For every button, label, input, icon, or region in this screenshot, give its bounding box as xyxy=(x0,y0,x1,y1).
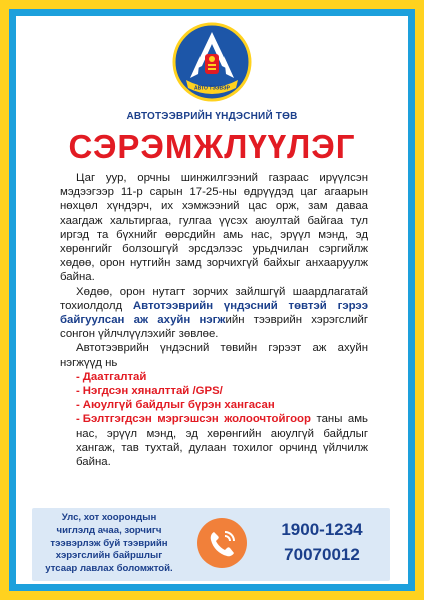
phone-number-secondary[interactable]: 70070012 xyxy=(284,545,360,564)
paragraph-weather-warning: Цаг уур, орчны шинжилгээний газраас ирүүлсэн мэдээгээр 11-р сарын 17-25-ны өдрүүдэд цаг агаарын нөхцөл хүндэрч, их хэмжээний цас орж, зам даваа хаагдаж хальтиргаа, гулгаа үүсэх аюултай байгаа тул иргэд та бүхнийг өөрсдийн амь нас, эрүүл мэнд, эд хөрөнгийг болзошгүй эрсдэлээс урьдчилан сэргийлж хөдөө, орон нутгийн замд зорчихгүй байхыг анхааруулж байна. xyxy=(60,172,368,284)
paragraph-recommendation-end: ийн тээврийн хэрэгслийг сонгон үйлчлүүлэхийг зөвлөе. xyxy=(60,314,368,341)
phone-number-primary[interactable]: 1900-1234 xyxy=(281,520,363,539)
page-title: СЭРЭМЖЛҮҮЛЭГ xyxy=(68,128,356,165)
list-item: - Аюулгүй байдлыг бүрэн хангасан xyxy=(76,399,275,412)
list-item-last-with-closing: - Бэлтгэгдсэн мэргэшсэн жолоочтойгоор таны амь нас, эрүүл мэнд, эд хөрөнгийн аюулгүй байдлыг хангаж, тав тухтай, дулаан тохилог орчинд үйлчилж байна. xyxy=(76,413,368,469)
closing-text: таны амь нас, эрүүл мэнд, эд хөрөнгийн аюулгүй байдлыг хангаж, тав тухтай, дулаан тохилог орчинд үйлчилж байна. xyxy=(76,413,368,469)
benefits-list xyxy=(60,370,368,469)
logo-ribbon-text: АВТО ТЭЭВЭР xyxy=(194,85,230,92)
list-item: - Даатгалтай xyxy=(76,370,147,383)
notice-body xyxy=(60,171,368,469)
list-item: - Нэгдсэн хяналттай /GPS/ xyxy=(76,385,223,398)
soyombo-emblem-icon xyxy=(172,22,252,102)
contact-info-text: Улс, хот хоорондын чиглэлд ачаа, зорчигч тээвэрлэж буй тээврийн хэрэгслийн байршлыг утсаар лавлах боломжтой. xyxy=(45,512,173,575)
phone-icon xyxy=(197,518,247,568)
organization-name: АВТОТЭЭВРИЙН ҮНДЭСНИЙ ТӨВ xyxy=(126,111,298,122)
contracted-companies-highlight: Автотээврийн үндэсний төвтэй гэрээ байгуулсан аж ахуйн нэгж xyxy=(60,299,368,327)
list-intro: Автотээврийн үндэсний төвийн гэрээт аж ахуйн нэгжүүд нь xyxy=(60,342,368,369)
paragraph-recommendation-start: Хөдөө, орон нутагт зорчих зайлшгүй шаардлагатай тохиолдолд xyxy=(60,285,368,312)
paragraph-recommendation xyxy=(60,285,368,342)
